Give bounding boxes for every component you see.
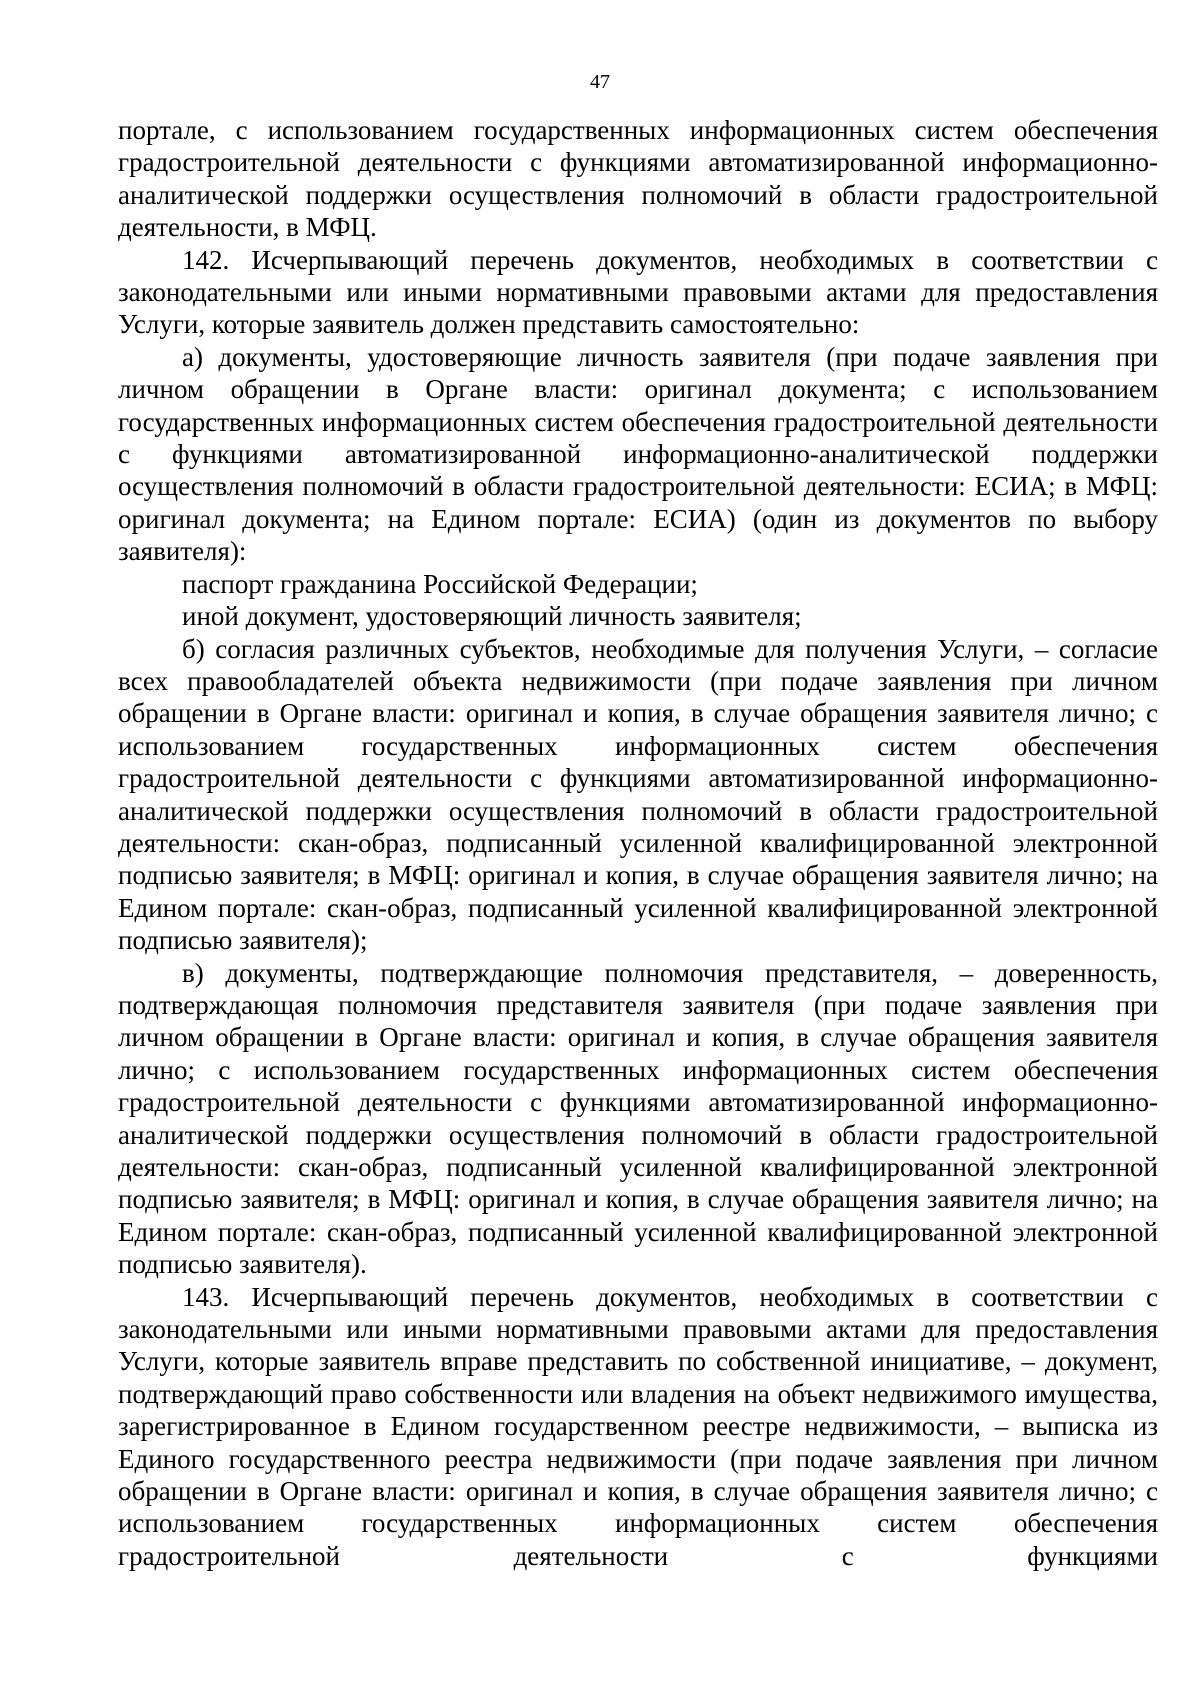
paragraph-passport: паспорт гражданина Российской Федерации; xyxy=(182,568,698,599)
paragraph-142-a: а) документы, удостоверяющие личность заявителя (при подаче заявления при личном обращении в Органе власти: оригинал документа; с использованием государственных информационных систем обеспечения градостроительной деятельности с функциями автоматизированной информационно-аналитической поддержки осуществления полномочий в области градостроительной деятельности: ЕСИА; в МФЦ: оригинал документа; на Едином портале: ЕСИА) (один из документов по выбору заявителя): xyxy=(118,341,1158,567)
paragraph-143: 143. Исчерпывающий перечень документов, необходимых в соответствии с законодательными или иными нормативными правовыми актами для предоставления Услуги, которые заявитель вправе представить по собственной инициативе, – документ, подтверждающий право собственности или владения на объект недвижимого имущества, зарегистрированное в Едином государственном реестре недвижимости, – выписка из Единого государственного реестра недвижимости (при подаче заявления при личном обращении в Органе власти: оригинал и копия, в случае обращения заявителя лично; с использованием государственных информационных систем обеспечения градостроительной деятельности с функциями xyxy=(118,1281,1158,1571)
paragraph-142-b: б) согласия различных субъектов, необходимые для получения Услуги, – согласие всех правообладателей объекта недвижимости (при подаче заявления при личном обращении в Органе власти: оригинал и копия, в случае обращения заявителя лично; с использованием государственных информационных систем обеспечения градостроительной деятельности с функциями автоматизированной информационно-аналитической поддержки осуществления полномочий в области градостроительной деятельности: скан-образ, подписанный усиленной квалифицированной электронной подписью заявителя; в МФЦ: оригинал и копия, в случае обращения заявителя лично; на Едином портале: скан-образ, подписанный усиленной квалифицированной электронной подписью заявителя); xyxy=(118,633,1158,956)
paragraph-142-v: в) документы, подтверждающие полномочия представителя, – доверенность, подтверждающая полномочия представителя заявителя (при подаче заявления при личном обращении в Органе власти: оригинал и копия, в случае обращения заявителя лично; с использованием государственных информационных систем обеспечения градостроительной деятельности с функциями автоматизированной информационно-аналитической поддержки осуществления полномочий в области градостроительной деятельности: скан-образ, подписанный усиленной квалифицированной электронной подписью заявителя; в МФЦ: оригинал и копия, в случае обращения заявителя лично; на Едином портале: скан-образ, подписанный усиленной квалифицированной электронной подписью заявителя). xyxy=(118,957,1158,1280)
paragraph-other-id-document: иной документ, удостоверяющий личность заявителя; xyxy=(182,601,802,632)
document-body xyxy=(118,114,1158,1572)
page-number: 47 xyxy=(590,71,610,93)
paragraph-portal-continuation: порталe, с использованием государственных информационных систем обеспечения градостроительной деятельности с функциями автоматизированной информационно-аналитической поддержки осуществления полномочий в области градостроительной деятельности, в МФЦ. xyxy=(118,115,1158,243)
paragraph-142: 142. Исчерпывающий перечень документов, необходимых в соответствии с законодательными или иными нормативными правовыми актами для предоставления Услуги, которые заявитель должен представить самостоятельно: xyxy=(118,244,1158,340)
